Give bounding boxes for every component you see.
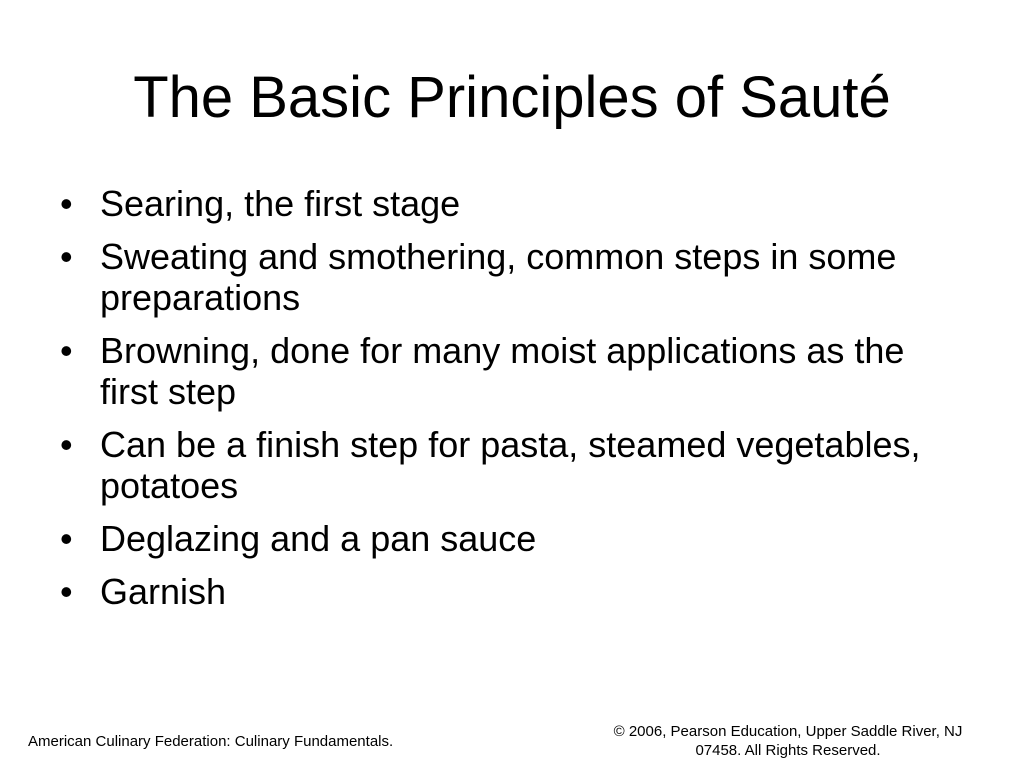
bullet-icon: • — [60, 236, 73, 277]
bullet-text: Sweating and smothering, common steps in some preparations — [100, 236, 897, 318]
bullet-item — [60, 236, 960, 318]
bullet-text: Garnish — [100, 571, 227, 612]
bullet-icon: • — [60, 518, 73, 559]
bullet-list — [60, 183, 960, 624]
bullet-text: Searing, the first stage — [100, 183, 461, 224]
bullet-item — [60, 424, 960, 506]
bullet-item — [60, 183, 960, 224]
footer-copyright-line: 07458. All Rights Reserved. — [695, 742, 881, 759]
bullet-icon: • — [60, 183, 73, 224]
bullet-text: Can be a finish step for pasta, steamed vegetables, potatoes — [100, 424, 921, 506]
bullet-icon: • — [60, 424, 73, 465]
footer-copyright — [570, 722, 1006, 760]
bullet-text: Browning, done for many moist applications as the first step — [100, 330, 905, 412]
bullet-item — [60, 330, 960, 412]
bullet-item — [60, 518, 960, 559]
bullet-icon: • — [60, 571, 73, 612]
bullet-item — [60, 571, 960, 612]
bullet-text: Deglazing and a pan sauce — [100, 518, 537, 559]
slide-title: The Basic Principles of Sauté — [133, 65, 891, 130]
bullet-icon: • — [60, 330, 73, 371]
footer-copyright-line: © 2006, Pearson Education, Upper Saddle River, NJ — [613, 723, 963, 740]
footer-source: American Culinary Federation: Culinary Fundamentals. — [28, 733, 394, 750]
